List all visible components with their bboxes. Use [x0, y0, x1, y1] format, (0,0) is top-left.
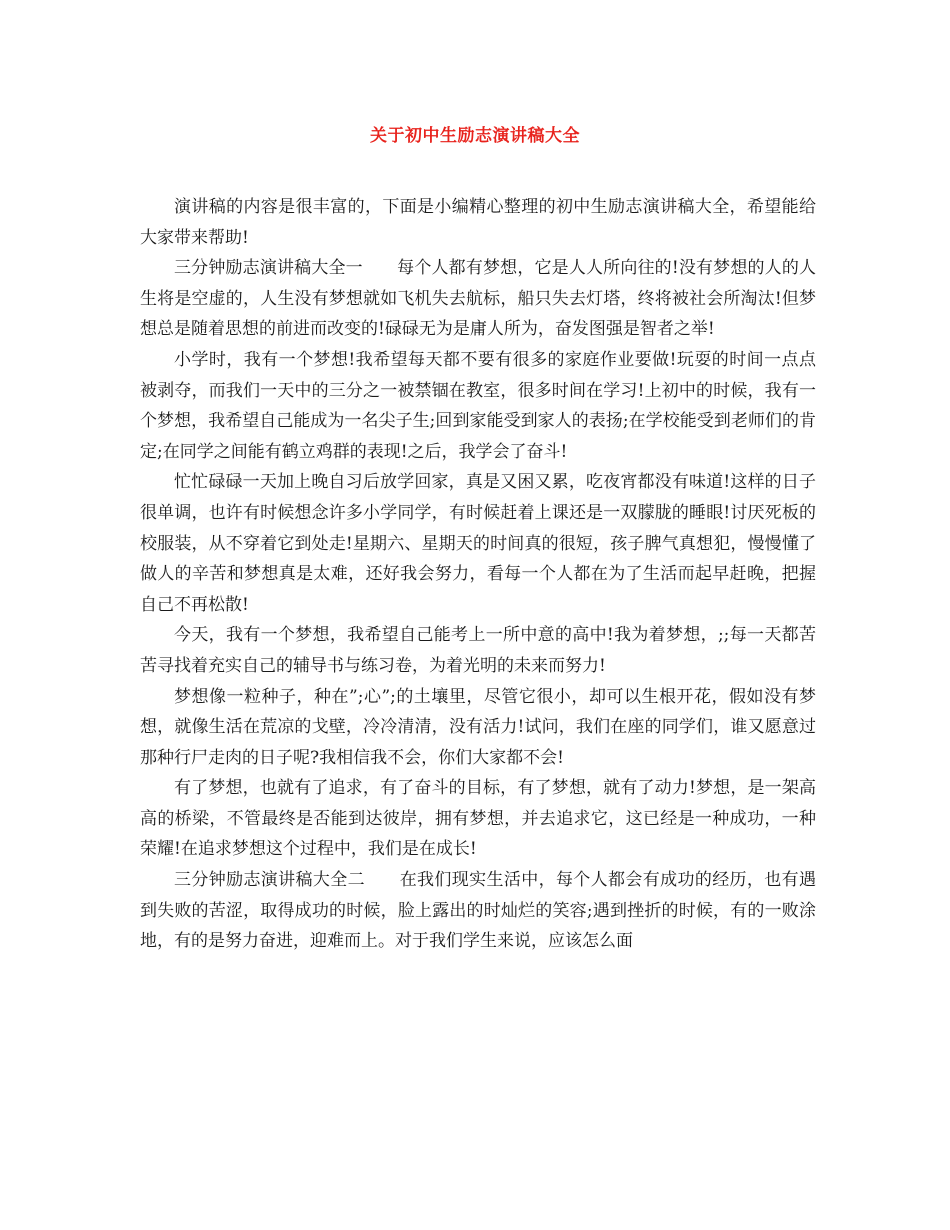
paragraph-dream-seed: 梦想像一粒种子，种在”;心”;的土壤里，尽管它很小，却可以生根开花，假如没有梦想，就像生活在荒凉的戈壁，冷冷清清，没有活力!试问，我们在座的同学们，谁又愿意过那种行尸走肉的日子呢?我相信我不会，你们大家都不会!: [140, 686, 816, 768]
paragraph-primary-school-dream: 小学时，我有一个梦想!我希望每天都不要有很多的家庭作业要做!玩耍的时间一点点被剥夺，而我们一天中的三分之一被禁锢在教室，很多时间在学习!上初中的时候，我有一个梦想，我希望自己能成为一名尖子生;回到家能受到家人的表扬;在学校能受到老师们的肯定;在同学之间能有鹤立鸡群的表现!之后，我学会了奋斗!: [140, 349, 816, 462]
paragraph-speech-one-opening: 三分钟励志演讲稿大全一 每个人都有梦想，它是人人所向往的!没有梦想的人的人生将是空虚的，人生没有梦想就如飞机失去航标，船只失去灯塔，终将被社会所淘汰!但梦想总是随着思想的前进而改变的!碌碌无为是庸人所为，奋发图强是智者之举!: [140, 258, 816, 340]
paragraph-speech-two-opening: 三分钟励志演讲稿大全二 在我们现实生活中，每个人都会有成功的经历，也有遇到失败的苦涩，取得成功的时候，脸上露出的时灿烂的笑容;遇到挫折的时候，有的一败涂地，有的是努力奋进，迎难而上。对于我们学生来说，应该怎么面: [140, 870, 816, 952]
paragraph-busy-days: 忙忙碌碌一天加上晚自习后放学回家，真是又困又累，吃夜宵都没有味道!这样的日子很单调，也许有时候想念许多小学同学，有时候赶着上课还是一双朦胧的睡眼!讨厌死板的校服装，从不穿着它到处走!星期六、星期天的时间真的很短，孩子脾气真想犯，慢慢懂了做人的辛苦和梦想真是太难，还好我会努力，看每一个人都在为了生活而起早赶晚，把握自己不再松散!: [140, 472, 816, 615]
paragraph-intro: 演讲稿的内容是很丰富的，下面是小编精心整理的初中生励志演讲稿大全，希望能给大家带来帮助!: [140, 197, 816, 248]
paragraph-pursuit: 有了梦想，也就有了追求，有了奋斗的目标，有了梦想，就有了动力!梦想，是一架高高的桥梁，不管最终是否能到达彼岸，拥有梦想，并去追求它，这已经是一种成功，一种荣耀!在追求梦想这个过程中，我们是在成长!: [140, 778, 816, 860]
document-title: 关于初中生励志演讲稿大全: [370, 126, 580, 146]
paragraph-today-dream: 今天，我有一个梦想，我希望自己能考上一所中意的高中!我为着梦想，;;每一天都苦苦寻找着充实自己的辅导书与练习卷，为着光明的未来而努力!: [140, 625, 816, 676]
document-body: [140, 192, 816, 957]
